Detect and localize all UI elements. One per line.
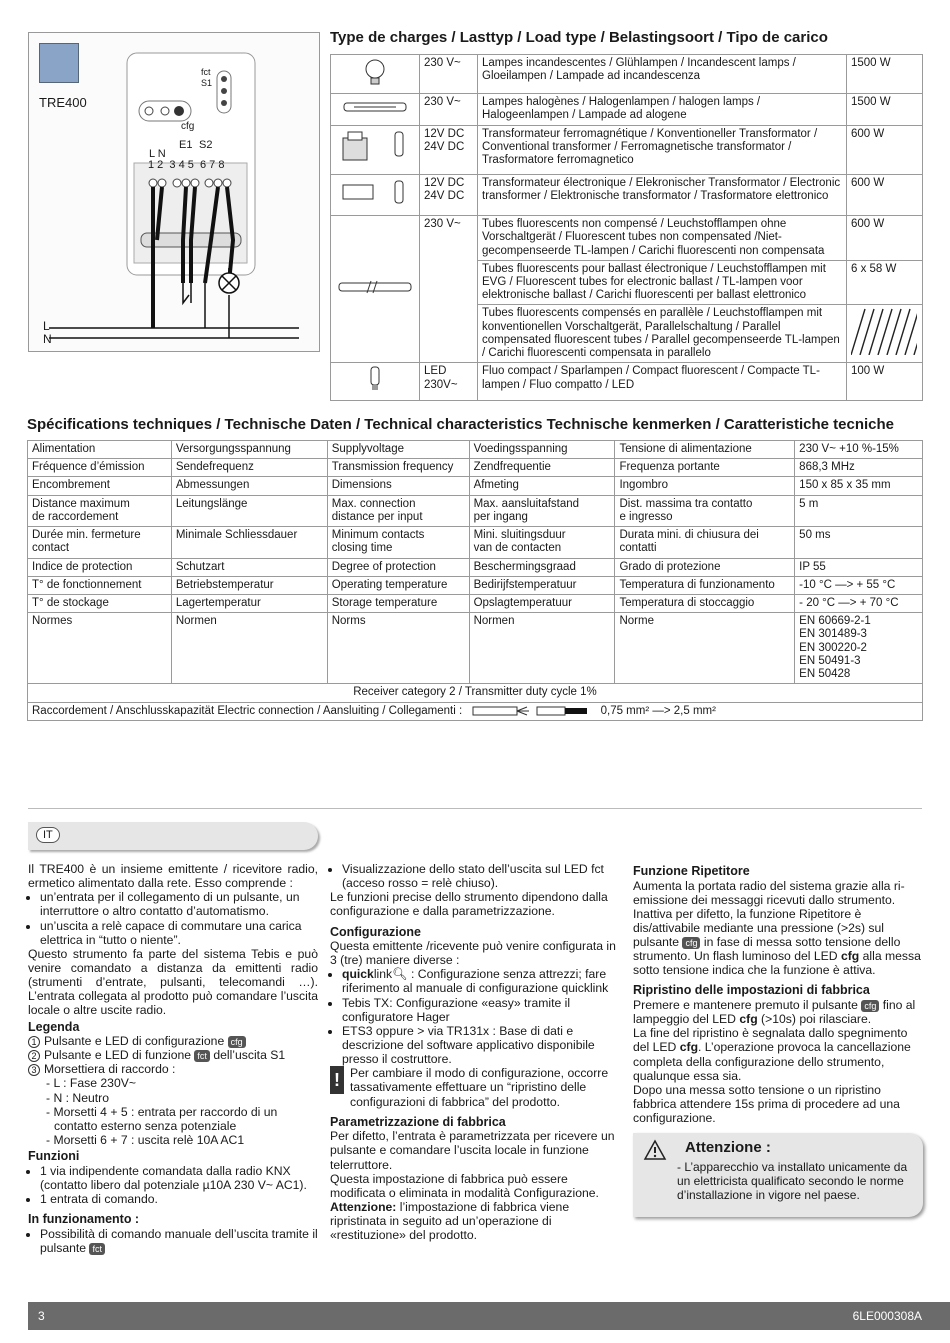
system-text: Questo strumento fa parte del sistema Tebis e può venire comandato a distanza da emittenti radio (strumenti d’entrate, pulsanti, telecomandi …). L’entrata collegata al prodotto può comandare l’uscita locale o altre uscite radio. [28, 946, 318, 1018]
ripristino-text-4: La fine del ripristino è segnalata dallo spegnimento del LED [633, 1026, 908, 1055]
number-3-icon: 3 [28, 1064, 40, 1076]
spec-cell: Alimentation [28, 441, 172, 459]
cfg-led-label: cfg [679, 1040, 699, 1055]
manual-control-text: Possibilità di comando manuale dell’uscita tramite il pulsante [40, 1226, 318, 1255]
exclamation-icon: ! [330, 1066, 344, 1094]
spec-cell: Storage temperature [327, 594, 469, 612]
language-code: IT [36, 827, 60, 843]
attention-box [633, 1133, 923, 1217]
load-voltage: 12V DC 24V DC [420, 174, 478, 215]
load-title: Type de charges / Lasttyp / Load type / Belastingsoort / Tipo de carico [330, 29, 828, 46]
load-voltage: 230 V~ [420, 94, 478, 125]
ets3-item: • ETS3 oppure > via TR131x : Base di dati e descrizione del software applicativo disponibile presso il costruttore. [342, 1024, 620, 1066]
spec-row [28, 477, 923, 495]
legend-item-3 [28, 1062, 318, 1076]
spec-cell: Beschermingsgraad [469, 558, 615, 576]
spec-cell: Indice de protection [28, 558, 172, 576]
spec-cell: Leitungslänge [171, 495, 327, 526]
quicklink-icon: 🔍︎ [392, 967, 408, 982]
quicklink-text: : Configurazione senza attrezzi; fare riferimento al manuale di configurazione quicklink [342, 967, 609, 996]
terminal-item: - N : Neutro [46, 1090, 109, 1105]
spec-cell: Mini. sluitingsduur van de contacten [469, 527, 615, 558]
spec-cell: Sendefrequenz [171, 459, 327, 477]
load-row [331, 55, 923, 94]
load-voltage: 230 V~ [420, 216, 478, 363]
spec-cell: Normen [171, 613, 327, 684]
language-tab [28, 822, 318, 850]
spec-cell: Degree of protection [327, 558, 469, 576]
param-text-1: Per difetto, l’entrata è parametrizzata per ricevere un pulsante e comandare l’uscita locale in funzione telerruttore. [330, 1129, 615, 1172]
fluorescent-tube-icon [331, 216, 420, 363]
spec-cell: Norms [327, 613, 469, 684]
fct-button-icon: fct [89, 1243, 105, 1255]
intro-bullet: • un’uscita a relè capace di commutare una carica elettrica in “tutto o niente”. [40, 919, 318, 947]
legenda-heading: Legenda [28, 1019, 80, 1034]
spec-cell: Max. aansluitafstand per ingang [469, 495, 615, 526]
connection-label: Raccordement / Anschlusskapazität Electric connection / Aansluiting / Collegamenti : [32, 704, 463, 717]
device-name: TRE400 [39, 95, 87, 110]
spec-cell: Transmission frequency [327, 459, 469, 477]
spec-cell: Betriebstemperatur [171, 576, 327, 594]
spec-cell: Opslagtemperatuur [469, 594, 615, 612]
ripristino-wait: Dopo una messa sotto tensione o un ripristino fabbrica attendere 15s prima di procedere ad una configurazione. [633, 1082, 900, 1126]
number-1-icon: 1 [28, 1036, 40, 1048]
incandescent-lamp-icon [331, 55, 420, 94]
ripetitore-text-3: alla messa sotto tensione indica che la funzione è attiva. [633, 949, 921, 978]
spec-row [28, 594, 923, 612]
spec-cell: Voedingsspanning [469, 441, 615, 459]
legend-item-2 [28, 1048, 318, 1062]
terminal-item: - Morsetti 4 + 5 : entrata per raccordo di un contatto esterno senza potenziale [46, 1104, 278, 1133]
ripetitore-text [633, 879, 923, 978]
spec-cell: Grado di protezione [615, 558, 795, 576]
spec-cell: Normes [28, 613, 172, 684]
load-description: Tubes fluorescents compensés en parallèle / Leuchstofflampen mit konventionellen Vorschaltgerät, Parallelschaltung / Parallel compensated fluorescent tubes / Parallel gecompenseerde TL-lampen / Carichi fluorescenti compensata in parallelo [478, 305, 847, 363]
legend-1-text: Pulsante e LED di configurazione [44, 1034, 225, 1049]
cfg-button-icon: cfg [861, 1000, 879, 1012]
legend-3-text: Morsettiera di raccordo : [44, 1062, 176, 1077]
e1-label: E1 [179, 139, 193, 151]
spec-cell: T° de fonctionnement [28, 576, 172, 594]
legend-item-1 [28, 1034, 318, 1048]
spec-cell: Versorgungsspannung [171, 441, 327, 459]
tebis-item: • Tebis TX: Configurazione «easy» tramite il configuratore Hager [342, 996, 620, 1024]
line-l-label: L [43, 319, 50, 333]
ripristino-text-3: (>10s) poi rilasciare. [761, 1012, 872, 1027]
spec-cell: Lagertemperatur [171, 594, 327, 612]
spec-cell: Schutzart [171, 558, 327, 576]
load-power: 600 W [847, 125, 923, 174]
column-2 [330, 862, 620, 1242]
column-1 [28, 862, 318, 1255]
status-item: • Visualizzazione dello stato dell’uscita sul LED fct (acceso rosso = relè chiuso). [342, 862, 620, 890]
spec-cell: Durée min. fermeture contact [28, 527, 172, 558]
funzione-item: • 1 entrata di comando. [40, 1192, 318, 1206]
attention-label: Attenzione: [330, 1199, 397, 1214]
quicklink-item [342, 967, 620, 995]
not-allowed-hatch [847, 305, 923, 363]
spec-cell: 868,3 MHz [795, 459, 923, 477]
spec-cell: Ingombro [615, 477, 795, 495]
quicklink-word: quick [342, 967, 374, 982]
load-power: 600 W [847, 174, 923, 215]
spec-cell: Max. connection distance per input [327, 495, 469, 526]
load-row [331, 174, 923, 215]
in-funzionamento-list [28, 1227, 318, 1255]
load-row [331, 125, 923, 174]
separator-line [28, 808, 922, 809]
spec-cell: Bedirijfstemperatuur [469, 576, 615, 594]
page-number: 3 [38, 1309, 45, 1323]
load-power: 6 x 58 W [847, 260, 923, 305]
connection-row [28, 702, 923, 720]
manual-control-item [40, 1227, 318, 1255]
cable-icon [471, 705, 591, 717]
terminal-list [28, 1076, 318, 1147]
spec-cell: Abmessungen [171, 477, 327, 495]
spec-row [28, 441, 923, 459]
in-funzionamento-heading: In funzionamento : [28, 1212, 140, 1227]
ripristino-text [633, 998, 923, 1026]
ferromagnetic-transformer-icon [331, 125, 420, 174]
load-row [331, 363, 923, 400]
ripristino-heading: Ripristino delle impostazioni di fabbrica [633, 983, 870, 998]
receiver-category: Receiver category 2 / Transmitter duty cycle 1% [28, 684, 923, 702]
spec-cell: Encombrement [28, 477, 172, 495]
wiring-diagram [28, 32, 320, 352]
spec-cell: Fréquence d’émission [28, 459, 172, 477]
spec-cell: EN 60669-2-1 EN 301489-3 EN 300220-2 EN 50491-3 EN 50428 [795, 613, 923, 684]
cfg-button-icon: cfg [228, 1036, 246, 1048]
spec-cell: Afmeting [469, 477, 615, 495]
spec-cell: Tensione di alimentazione [615, 441, 795, 459]
fct-label: fct [201, 67, 211, 77]
param-heading: Parametrizzazione di fabbrica [330, 1114, 506, 1129]
spec-row [28, 558, 923, 576]
intro-bullets [28, 890, 318, 947]
ripristino-text-5: . L’operazione provoca la cancellazione completa della configurazione dello strumento, qualunque essa sia. [633, 1040, 911, 1083]
load-voltage: 230 V~ [420, 55, 478, 94]
load-row [331, 94, 923, 125]
warning-text: Per cambiare il modo di configurazione, occorre tassativamente effettuare un “ripristino delle configurazioni di fabbrica” del prodotto. [350, 1066, 609, 1109]
ripristino-text-1: Premere e mantenere premuto il pulsante [633, 997, 858, 1012]
cfg-led-label: cfg [739, 1012, 758, 1027]
attention-box-title: Attenzione : [685, 1139, 771, 1157]
ripetitore-text-2: in fase di messa sotto tensione dello strumento. Un flash luminoso del LED [633, 935, 901, 964]
cfg-button-icon: cfg [682, 937, 700, 949]
wiring-schematic [29, 33, 321, 353]
cfg-led-label: cfg [840, 949, 860, 964]
spec-cell: Dimensions [327, 477, 469, 495]
load-description: Transformateur électronique / Elekronischer Transformator / Electronic transformer / Elektronische transformator / Trasformatore elettronico [478, 174, 847, 215]
spec-cell: 150 x 85 x 35 mm [795, 477, 923, 495]
s2-label: S2 [199, 139, 213, 151]
spec-cell: Minimum contacts closing time [327, 527, 469, 558]
warning-triangle-icon [643, 1139, 667, 1161]
spec-row [28, 495, 923, 526]
spec-cell: Minimale Schliessdauer [171, 527, 327, 558]
load-description: Transformateur ferromagnétique / Konventioneller Transformator / Conventional transformer / Ferromagnetische transformator / Trasformatore ferromagnetico [478, 125, 847, 174]
column-3 [633, 862, 923, 1217]
spec-cell: Normen [469, 613, 615, 684]
spec-cell: Dist. massima tra contatto e ingresso [615, 495, 795, 526]
spec-cell: Operating temperature [327, 576, 469, 594]
load-power: 1500 W [847, 55, 923, 94]
spec-cell: 230 V~ +10 %-15% [795, 441, 923, 459]
electronic-transformer-icon [331, 174, 420, 215]
intro-bullet: • un’entrata per il collegamento di un pulsante, un interruttore o altro contatto d’automatismo. [40, 890, 318, 918]
load-row [331, 216, 923, 261]
spec-row [28, 459, 923, 477]
functions-text: Le funzioni precise dello strumento dipendono dalla configurazione e dalla parametrizzazione. [330, 890, 608, 919]
fct-button-icon: fct [194, 1050, 210, 1062]
terminal-item: - Morsetti 6 + 7 : uscita relè 10A AC1 [46, 1133, 245, 1148]
funzioni-list [28, 1164, 318, 1206]
config-heading: Configurazione [330, 924, 421, 939]
ripristino-end [633, 1026, 923, 1083]
spec-cell: IP 55 [795, 558, 923, 576]
spec-row [28, 527, 923, 558]
cfg-label: cfg [181, 121, 195, 132]
legend-2-text: Pulsante e LED di funzione [44, 1048, 192, 1063]
spec-row [28, 576, 923, 594]
spec-row [28, 613, 923, 684]
led-lamp-icon [331, 363, 420, 400]
specs-title: Spécifications techniques / Technische Daten / Technical characteristics Technische kenmerken / Caratteristiche tecniche [27, 416, 894, 433]
funzioni-heading: Funzioni [28, 1149, 80, 1164]
spec-cell: Temperatura di stoccaggio [615, 594, 795, 612]
load-description: Lampes incandescentes / Glühlampen / Incandescent lamps / Gloeilampen / Lampade ad incandescenza [478, 55, 847, 94]
attention-text: l’impostazione di fabbrica viene ripristinata in seguito ad un’operazione di «restituzione» del prodotto. [330, 1199, 570, 1243]
load-voltage: LED 230V~ [420, 363, 478, 400]
ripetitore-text-1: Aumenta la portata radio del sistema grazie alla ri-emissione dei messaggi ricevuti dallo strumento. Inattiva per difetto, la funzione Ripetitore è dis/attivabile mediante una pressione (>2s) sul pulsante [633, 878, 905, 950]
warning-note [330, 1066, 620, 1108]
s1-label: S1 [201, 78, 213, 88]
status-list [330, 862, 620, 890]
load-power: 100 W [847, 363, 923, 400]
spec-cell: Supplyvoltage [327, 441, 469, 459]
spec-cell: Frequenza portante [615, 459, 795, 477]
terminal-ln-label: L N [149, 148, 166, 160]
halogen-lamp-icon [331, 94, 420, 125]
footer-bar [28, 1302, 950, 1330]
terminal-item: - L : Fase 230V~ [46, 1076, 136, 1091]
ripetitore-heading: Funzione Ripetitore [633, 864, 750, 878]
spec-cell: 5 m [795, 495, 923, 526]
line-n-label: N [43, 332, 52, 346]
spec-cell: T° de stockage [28, 594, 172, 612]
load-table [330, 54, 923, 401]
load-description: Tubes fluorescents pour ballast électronique / Leuchstofflampen mit EVG / Fluorescent tubes for electronic ballast / TL-lampen voor elektronische ballast / Carichi fluorescenti per ballast elettronico [478, 260, 847, 305]
load-power: 600 W [847, 216, 923, 261]
number-2-icon: 2 [28, 1050, 40, 1062]
terminal-numbers: 1 2 3 4 5 6 7 8 [148, 159, 225, 171]
spec-cell: Temperatura di funzionamento [615, 576, 795, 594]
config-intro: Questa emittente /ricevente può venire configurata in 3 (tre) maniere diverse : [330, 939, 616, 968]
load-voltage: 12V DC 24V DC [420, 125, 478, 174]
spec-cell: Norme [615, 613, 795, 684]
spec-cell: Durata mini. di chiusura dei contatti [615, 527, 795, 558]
spec-cell: Zendfrequentie [469, 459, 615, 477]
load-description: Fluo compact / Sparlampen / Compact fluorescent / Compacte TL-lampen / Fluo compatto / LED [478, 363, 847, 400]
document-code: 6LE000308A [852, 1309, 922, 1323]
ripristino-text-2: fino al lampeggio del LED [633, 997, 916, 1027]
spec-cell: - 20 °C —> + 70 °C [795, 594, 923, 612]
legend-2-suffix: dell’uscita S1 [213, 1048, 286, 1063]
spec-cell: 50 ms [795, 527, 923, 558]
config-list [330, 967, 620, 1066]
attention-note [330, 1200, 620, 1242]
specs-table [27, 440, 923, 721]
load-power: 1500 W [847, 94, 923, 125]
param-text-2: Questa impostazione di fabbrica può essere modificata o eliminata in modalità Configurazione. [330, 1171, 599, 1200]
funzione-item: • 1 via indipendente comandata dalla radio KNX (contatto libero dal potenziale µ10A 230 V~ AC1). [40, 1164, 318, 1192]
load-description: Tubes fluorescents non compensé / Leuchstofflampen ohne Vorschaltgerät / Fluorescent tubes non compensated /Niet-gecompenseerde TL-lampen / Carichi fluorescenti non compensata [478, 216, 847, 261]
intro-text: Il TRE400 è un insieme emittente / ricevitore radio, ermetico alimentato dalla rete. Esso comprende : [28, 862, 318, 891]
spec-cell: Distance maximum de raccordement [28, 495, 172, 526]
quicklink-link: link [373, 967, 393, 982]
load-description: Lampes halogènes / Halogenlampen / halogen lamps / Halogeenlampen / Lampade ad alogene [478, 94, 847, 125]
cable-section: 0,75 mm² —> 2,5 mm² [600, 704, 716, 717]
spec-cell: -10 °C —> + 55 °C [795, 576, 923, 594]
attention-box-text: - L’apparecchio va installato unicamente da un elettricista qualificato secondo le norme d’installazione in vigore nel paese. [677, 1160, 908, 1202]
